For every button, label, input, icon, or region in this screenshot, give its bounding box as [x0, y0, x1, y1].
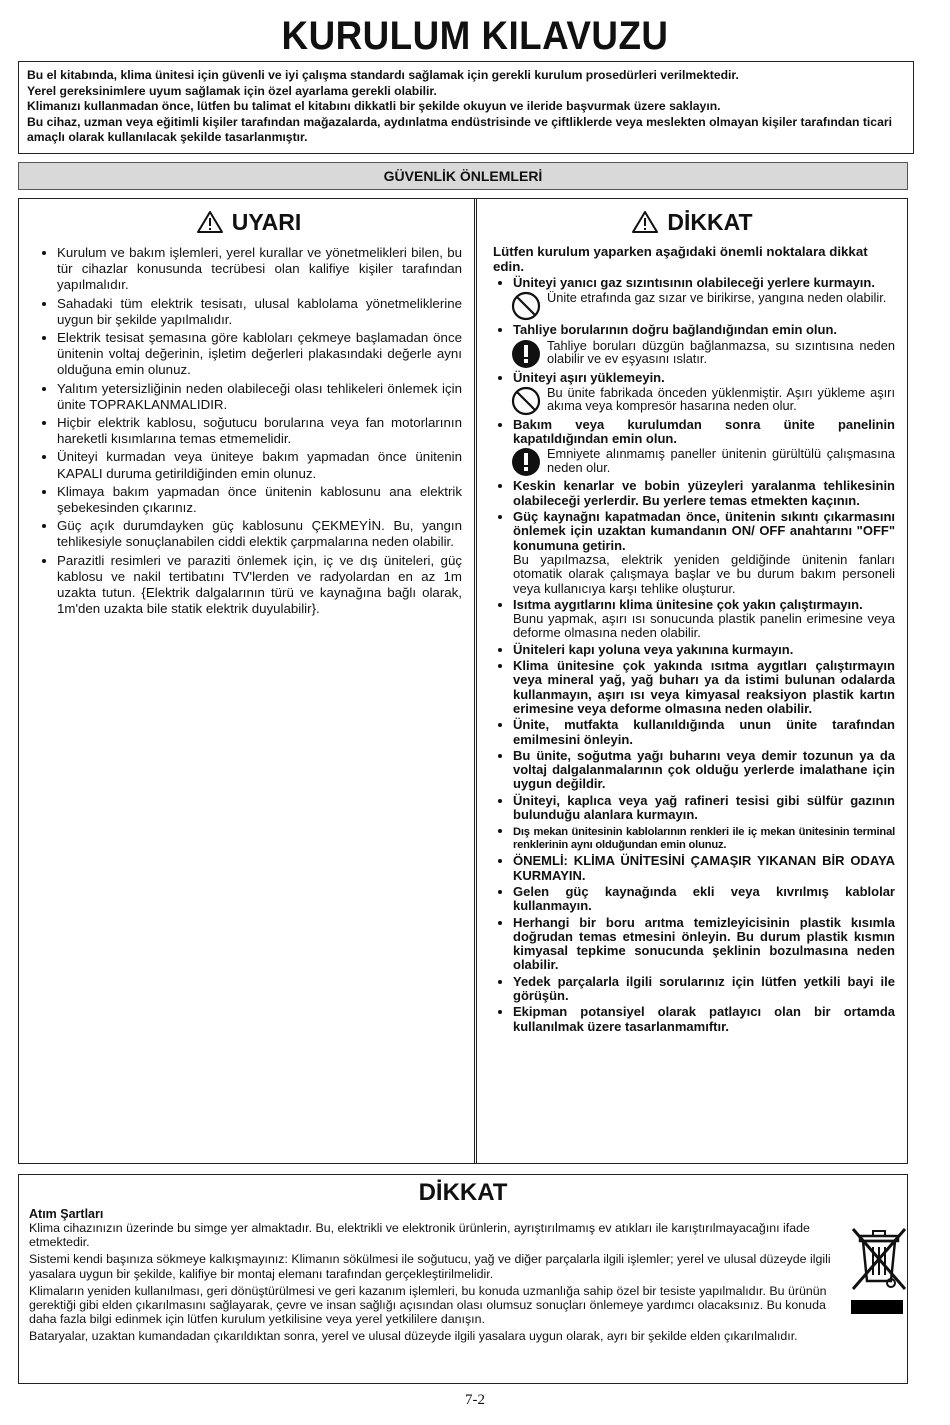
caution-item — [513, 854, 895, 883]
caution-item-detail-text: Emniyete alınmamış paneller ünitenin gürültülü çalışmasına neden olur. — [547, 446, 895, 476]
caution-item — [513, 479, 895, 508]
caution-item-heading: • Bu ünite, soğutma yağı buharını veya demir tozunun ya da voltaj dalgalanmalarının çok olduğu yerlerde imalathane için uygun değildir. — [513, 747, 895, 792]
caution-item — [513, 371, 895, 416]
caution-heading — [489, 207, 895, 237]
page-number: 7-2 — [465, 1392, 485, 1408]
prohibition-icon — [511, 386, 541, 416]
caution-panel — [474, 198, 908, 1164]
disposal-box — [18, 1174, 908, 1384]
disposal-paragraph: Sistemi kendi başınıza sökmeye kalkışmayınız: Klimanın sökülmesi ile soğutucu, yağ ve diğer parçalarla ilgili işlemler; yerel ve ulusal düzeyde ilgili yasalara uygun bir şekilde, kalifiye bir montaj elemanı tarafından gerçekleştirilmelidir. — [29, 1252, 831, 1281]
caution-item — [513, 510, 895, 596]
caution-item-detail — [511, 339, 895, 369]
warning-item: • Parazitli resimleri ve paraziti önlemek için, iç ve dış üniteleri, güç kablosu ve nakil tertibatını TV'lerden ve radyolardan en az 1m uzakta tutun. {Elektrik dalgalarının türü ve kaynağına bağlı olarak, 1m'den uzakta bile statik elektrik duyulabilir}. — [57, 553, 462, 618]
warning-triangle-icon — [196, 210, 224, 234]
prohibition-icon — [511, 386, 543, 416]
caution-list — [489, 276, 895, 1034]
warning-item: • Hiçbir elektrik kablosu, soğutucu borularına veya fan motorlarının hareketli kısımlarına temas etmemelidir. — [57, 415, 462, 447]
caution-item-heading: • Üniteleri kapı yoluna veya yakınına kurmayın. — [513, 641, 794, 657]
caution-item-heading: • Güç kaynağnı kapatmadan önce, ünitenin sıkıntı çıkarmasını önlemek için uzaktan kumandanın ON/ OFF anahtarını "OFF" konumuna getirin. — [513, 509, 895, 553]
weee-bar — [851, 1300, 903, 1314]
warning-item: • Klimaya bakım yapmadan önce ünitenin kablosunu ana elektrik şebekesinden çıkarınız. — [57, 484, 462, 516]
caution-item-detail-text: Tahliye boruları düzgün bağlanmazsa, su sızıntısına neden olabilir ve ev eşyasını ıslatır. — [547, 337, 895, 367]
caution-item — [513, 749, 895, 792]
caution-item-note: Bunu yapmak, aşırı ısı sonucunda plastik panelin erimesine veya deforme olmasına neden olabilir. — [513, 611, 895, 641]
caution-item-heading: • Yedek parçalarla ilgili sorularınız için lütfen yetkili bayi ile görüşün. — [513, 973, 895, 1003]
mandatory-icon — [511, 447, 543, 477]
caution-item-heading: • Gelen güç kaynağında ekli veya kıvrılmış kablolar kullanmayın. — [513, 883, 895, 914]
caution-item — [513, 794, 895, 823]
warning-item: • Yalıtım yetersizliğinin neden olabileceği olası tehlikeleri önlemek için ünite TOPRAKLANMALIDIR. — [57, 381, 462, 413]
caution-item-heading: • Ünite, mutfakta kullanıldığında unun ünite tarafından emilmesini önleyin. — [513, 717, 895, 747]
mandatory-icon — [511, 339, 541, 369]
caution-item — [513, 824, 895, 852]
caution-lead: Lütfen kurulum yaparken aşağıdaki önemli noktalara dikkat edin. — [493, 244, 868, 274]
caution-item — [513, 659, 895, 716]
caution-item-heading: • Dış mekan ünitesinin kablolarının renkleri ile iç mekan ünitesinin terminal renklerinin aynı olduğundan emin olunuz. — [513, 826, 895, 852]
disposal-paragraph: Klima cihazınızın üzerinde bu simge yer almaktadır. Bu, elektrikli ve elektronik ürünlerin, ayrıştırılmamış ev atıkları ile karıştırılmayacağını ifade etmektedir. — [29, 1221, 810, 1250]
caution-item — [513, 276, 895, 321]
weee-crossed-bin-icon — [849, 1225, 909, 1293]
warning-item: • Üniteyi kurmadan veya üniteye bakım yapmadan önce ünitenin KAPALI duruma getirildiğinden emin olunuz. — [57, 449, 462, 481]
caution-item — [513, 418, 895, 478]
caution-item-heading: • Keskin kenarlar ve bobin yüzeyleri yaralanma tehlikesinin olabileceği yerlerdir. Bu yerlere temas etmekten kaçının. — [513, 478, 895, 508]
caution-item-heading: • Isıtma aygıtlarını klima ünitesine çok yakın çalıştırmayın. — [513, 596, 863, 612]
intro-line: Yerel gereksinimlere uyum sağlamak için özel ayarlama gerekli olabilir. — [27, 83, 437, 98]
caution-item — [513, 975, 895, 1004]
caution-item-heading: • Klima ünitesine çok yakında ısıtma aygıtları çalıştırmayın veya mineral yağ, yağ buharı ya da istimi bulunan odalarda kullanmayın, aşırı ısı veya kimyasal reaksiyon plastik kartın erimesine veya deforme olmasına neden olabilir. — [513, 658, 895, 716]
caution-item — [513, 1005, 895, 1034]
disposal-subtitle: Atım Şartları — [29, 1207, 104, 1221]
caution-item-heading: • Herhangi bir boru arıtma temizleyicisinin plastik kısımla doğrudan temas etmesini önleyin. Bu durum plastik kısmın kimyasal tepkime sonucunda şeklinin bozulmasına neden olabilir. — [513, 914, 895, 973]
warning-title: UYARI — [231, 208, 302, 235]
caution-item — [513, 718, 895, 747]
page-title: KURULUM KILAVUZU — [281, 14, 669, 58]
caution-item — [513, 643, 895, 657]
warning-list — [35, 245, 462, 617]
intro-box — [18, 61, 914, 154]
caution-item — [513, 916, 895, 973]
intro-line: Klimanızı kullanmadan önce, lütfen bu talimat el kitabını dikkatli bir şekilde okuyun ve ileride başvurmak üzere saklayın. — [27, 99, 721, 114]
safety-header: GÜVENLİK ÖNLEMLERİ — [18, 162, 908, 190]
warning-item: • Güç açık durumdayken güç kablosunu ÇEKMEYİN. Bu, yangın tehlikesiyle sonuçlanabilen ciddi elektik çarpmalarına neden olabilir. — [57, 518, 462, 550]
caution-item — [513, 323, 895, 368]
prohibition-icon — [511, 291, 541, 321]
warning-triangle-icon — [631, 210, 659, 234]
warning-item: • Kurulum ve bakım işlemleri, yerel kurallar ve yönetmelikleri bilen, bu tür cihazlar konusunda tecrübesi olan kalifiye kişiler tarafından yapılmalıdır. — [57, 245, 462, 294]
intro-line: Bu el kitabında, klima ünitesi için güvenli ve iyi çalışma standardı sağlamak için gerekli kurulum prosedürleri verilmektedir. — [27, 68, 739, 82]
intro-line: Bu cihaz, uzman veya eğitimli kişiler tarafından mağazalarda, aydınlatma endüstrisinde ve çiftliklerde veya meslekten olmayan kişiler tarafından ticari amaçlı olarak kullanılacak şekilde tasarlanmıştır. — [27, 114, 892, 145]
caution-item-heading: • Tahliye borularının doğru bağlandığından emin olun. — [513, 322, 838, 338]
disposal-paragraph: Bataryalar, uzaktan kumandadan çıkarıldıktan sonra, yerel ve ulusal düzeyde ilgili yasalara uygun olarak, ayrı bir şekilde elden çıkarılmalıdır. — [29, 1329, 798, 1344]
disposal-title: DİKKAT — [418, 1179, 508, 1206]
mandatory-icon — [511, 339, 543, 369]
caution-item-heading: • Üniteyi aşırı yüklemeyin. — [513, 369, 665, 385]
warning-item: • Sahadaki tüm elektrik tesisatı, ulusal kablolama yönetmeliklerine uygun bir şekilde yapılmalıdır. — [57, 296, 462, 328]
caution-item-heading: • Üniteyi yanıcı gaz sızıntısının olabileceği yerlere kurmayın. — [513, 275, 875, 290]
caution-item-detail — [511, 447, 895, 477]
caution-item-heading: • ÖNEMLİ: KLİMA ÜNİTESİNİ ÇAMAŞIR YIKANAN BİR ODAYA KURMAYIN. — [513, 853, 895, 883]
caution-title: DİKKAT — [667, 208, 753, 235]
caution-item-detail — [511, 291, 895, 321]
warning-panel — [18, 198, 477, 1164]
caution-item-detail-text: Ünite etrafında gaz sızar ve birikirse, yangına neden olabilir. — [547, 290, 887, 306]
warning-heading — [35, 207, 462, 237]
mandatory-icon — [511, 447, 541, 477]
caution-item — [513, 885, 895, 914]
caution-item-heading: • Üniteyi, kaplıca veya yağ rafineri tesisi gibi sülfür gazının bulunduğu alanlara kurmayın. — [513, 792, 895, 823]
caution-item-heading: • Bakım veya kurulumdan sonra ünite panelinin kapatıldığından emin olun. — [513, 416, 895, 447]
caution-item-heading: • Ekipman potansiyel olarak patlayıcı olan bir ortamda kullanılmak üzere tasarlanmamıftır. — [513, 1004, 895, 1034]
caution-item-note: Bu yapılmazsa, elektrik yeniden geldiğinde ünitenin fanları otomatik olarak çalışmaya başlar ve bu durum bakım personeli veya kullanıcıya karşı tehlike oluşturur. — [513, 551, 895, 596]
disposal-paragraph: Klimaların yeniden kullanılması, geri dönüştürülmesi ve geri kazanım işlemleri, bu konuda uzmanlığa sahip özel bir tesiste yapılmalıdır. Bu ürünün gerektiği gibi elden çıkarılmasını sağlayarak, çevre ve insan sağlığı açısından olası olumsuz sonuçları önlemeye yardımcı olacaksınız. Bu konuda daha fazla bilgi edinmek için lütfen kurulum yetkilisine veya yerel yetkililere danışın. — [29, 1283, 827, 1327]
warning-item: • Elektrik tesisat şemasına göre kabloları çekmeye başlamadan önce ünitenin voltaj değerinin, işletim değerleri plakasındaki değerle aynı olduğuna emin olunuz. — [57, 330, 462, 379]
caution-item-detail-text: Bu ünite fabrikada önceden yüklenmiştir. Aşırı yükleme aşırı akıma veya kompresör hasarına neden olur. — [547, 384, 895, 414]
prohibition-icon — [511, 291, 543, 321]
caution-item — [513, 598, 895, 641]
caution-item-detail — [511, 386, 895, 416]
